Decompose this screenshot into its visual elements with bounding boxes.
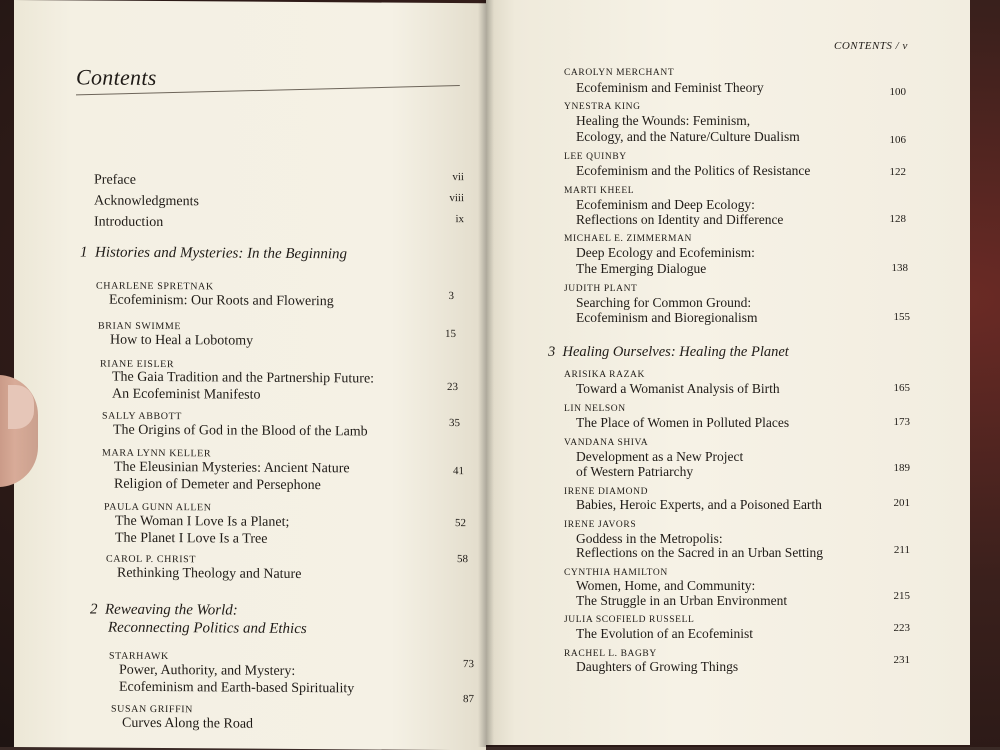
toc-author: ARISIKA RAZAK bbox=[564, 370, 645, 380]
toc-page-number: 122 bbox=[889, 166, 906, 178]
toc-title: Toward a Womanist Analysis of Birth bbox=[576, 381, 780, 396]
section-2-title-line2: Reconnecting Politics and Ethics bbox=[108, 619, 307, 638]
toc-title: Healing the Wounds: Feminism, bbox=[576, 113, 751, 128]
toc-title: Development as a New Project bbox=[576, 449, 744, 464]
section-1-number: 1 bbox=[80, 244, 88, 261]
toc-title: The Place of Women in Polluted Places bbox=[576, 415, 790, 430]
toc-title: How to Heal a Lobotomy bbox=[110, 332, 254, 349]
toc-author: CAROL P. CHRIST bbox=[106, 553, 197, 566]
toc-title: Ecofeminism and the Politics of Resistance bbox=[576, 163, 811, 178]
toc-title: The Eleusinian Mysteries: Ancient Nature bbox=[114, 459, 350, 477]
toc-page-number: 173 bbox=[893, 416, 910, 428]
toc-front-acknowledgments: Acknowledgments bbox=[94, 193, 199, 210]
toc-page-number: 106 bbox=[889, 134, 906, 146]
section-3-number: 3 bbox=[548, 344, 556, 360]
toc-page-number: 41 bbox=[453, 465, 464, 478]
toc-page-number: 15 bbox=[445, 328, 456, 341]
toc-page-number: 58 bbox=[457, 553, 468, 566]
toc-author: PAULA GUNN ALLEN bbox=[104, 501, 212, 514]
toc-title: The Emerging Dialogue bbox=[576, 261, 707, 276]
toc-page-number: 189 bbox=[893, 462, 910, 474]
toc-author: RIANE EISLER bbox=[100, 358, 175, 371]
toc-author: BRIAN SWIMME bbox=[98, 320, 182, 333]
book-gutter bbox=[478, 0, 494, 747]
toc-author: MICHAEL E. ZIMMERMAN bbox=[564, 234, 693, 244]
toc-front-acknowledgments-page: viii bbox=[449, 192, 464, 205]
section-3-heading bbox=[548, 344, 789, 361]
toc-title: The Woman I Love Is a Planet; bbox=[115, 513, 290, 530]
running-header: CONTENTS / v bbox=[834, 40, 908, 52]
section-3-title: Healing Ourselves: Healing the Planet bbox=[562, 344, 789, 360]
toc-title: Babies, Heroic Experts, and a Poisoned Earth bbox=[576, 497, 822, 512]
toc-page-number: 87 bbox=[463, 693, 474, 706]
toc-title: The Gaia Tradition and the Partnership Future: bbox=[112, 369, 375, 387]
toc-page-number: 215 bbox=[893, 590, 910, 602]
toc-author: CYNTHIA HAMILTON bbox=[564, 568, 668, 578]
toc-author: RACHEL L. BAGBY bbox=[564, 649, 657, 659]
toc-title: The Evolution of an Ecofeminist bbox=[576, 626, 753, 641]
toc-title: Women, Home, and Community: bbox=[576, 578, 756, 593]
toc-author: VANDANA SHIVA bbox=[564, 438, 649, 448]
toc-title: Ecology, and the Nature/Culture Dualism bbox=[576, 129, 800, 144]
toc-author: MARA LYNN KELLER bbox=[102, 447, 212, 460]
toc-front-introduction: Introduction bbox=[94, 214, 164, 231]
toc-title: Curves Along the Road bbox=[122, 715, 254, 732]
toc-title: The Planet I Love Is a Tree bbox=[115, 530, 268, 547]
toc-page-number: 100 bbox=[889, 86, 906, 98]
toc-author: MARTI KHEEL bbox=[564, 186, 635, 196]
toc-title: Ecofeminism: Our Roots and Flowering bbox=[109, 292, 334, 310]
toc-author: SUSAN GRIFFIN bbox=[111, 703, 193, 716]
toc-page-number: 223 bbox=[893, 622, 910, 634]
toc-title: Goddess in the Metropolis: bbox=[576, 531, 723, 546]
toc-author: IRENE JAVORS bbox=[564, 520, 637, 530]
toc-front-preface-page: vii bbox=[452, 171, 464, 184]
toc-page-number: 155 bbox=[893, 311, 910, 323]
toc-title: Reflections on Identity and Difference bbox=[576, 212, 784, 227]
toc-page-number: 3 bbox=[448, 290, 454, 303]
toc-title: Ecofeminism and Earth-based Spirituality bbox=[119, 679, 355, 697]
toc-author: CAROLYN MERCHANT bbox=[564, 68, 675, 78]
toc-page-number: 73 bbox=[463, 658, 474, 671]
toc-author: SALLY ABBOTT bbox=[102, 410, 182, 423]
toc-page-number: 211 bbox=[893, 544, 910, 556]
toc-page-number: 128 bbox=[889, 213, 906, 225]
toc-title: Power, Authority, and Mystery: bbox=[119, 662, 296, 679]
toc-page-number: 201 bbox=[893, 497, 910, 509]
toc-author: JUDITH PLANT bbox=[564, 284, 638, 294]
toc-title: of Western Patriarchy bbox=[576, 464, 694, 479]
section-1-heading bbox=[80, 244, 347, 263]
toc-title: An Ecofeminist Manifesto bbox=[112, 386, 261, 403]
section-2-title-line1: Reweaving the World: bbox=[105, 601, 238, 619]
toc-title: Reflections on the Sacred in an Urban Setting bbox=[576, 545, 824, 560]
toc-title: Rethinking Theology and Nature bbox=[117, 565, 302, 583]
section-1-title: Histories and Mysteries: In the Beginning bbox=[95, 244, 348, 263]
toc-author: IRENE DIAMOND bbox=[564, 487, 649, 497]
toc-author: CHARLENE SPRETNAK bbox=[96, 280, 214, 293]
toc-title: The Struggle in an Urban Environment bbox=[576, 593, 788, 608]
toc-page-number: 52 bbox=[455, 517, 466, 530]
left-page bbox=[14, 0, 486, 750]
toc-page-number: 165 bbox=[893, 382, 910, 394]
toc-author: LIN NELSON bbox=[564, 404, 626, 414]
right-page bbox=[486, 0, 970, 745]
toc-front-preface: Preface bbox=[94, 172, 136, 188]
toc-title: Searching for Common Ground: bbox=[576, 295, 752, 310]
toc-title: Ecofeminism and Deep Ecology: bbox=[576, 197, 755, 212]
toc-title: Ecofeminism and Bioregionalism bbox=[576, 310, 758, 325]
toc-page-number: 35 bbox=[449, 417, 460, 430]
toc-page-number: 23 bbox=[447, 381, 458, 394]
toc-author: YNESTRA KING bbox=[564, 102, 641, 112]
section-2-heading bbox=[90, 602, 238, 620]
toc-front-introduction-page: ix bbox=[455, 213, 464, 226]
toc-title: Deep Ecology and Ecofeminism: bbox=[576, 245, 755, 260]
toc-author: JULIA SCOFIELD RUSSELL bbox=[564, 615, 695, 625]
toc-title: The Origins of God in the Blood of the Lamb bbox=[113, 422, 368, 440]
toc-title: Religion of Demeter and Persephone bbox=[114, 476, 321, 494]
toc-author: STARHAWK bbox=[109, 650, 169, 663]
contents-title: Contents bbox=[76, 64, 157, 90]
toc-page-number: 138 bbox=[891, 262, 908, 274]
toc-title: Daughters of Growing Things bbox=[576, 659, 739, 674]
toc-page-number: 231 bbox=[893, 654, 910, 666]
toc-title: Ecofeminism and Feminist Theory bbox=[576, 80, 764, 95]
section-2-number: 2 bbox=[90, 601, 98, 618]
toc-author: LEE QUINBY bbox=[564, 152, 627, 162]
